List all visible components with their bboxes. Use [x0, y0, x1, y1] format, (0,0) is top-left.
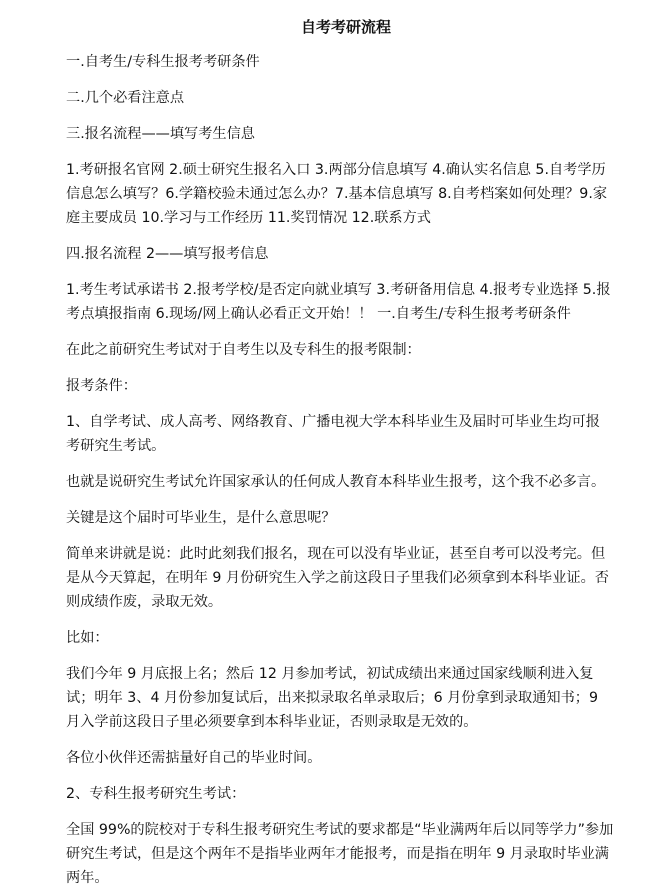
section-heading-4: 四.报名流程 2——填写报考信息 [66, 246, 269, 262]
body-paragraph: 1、自学考试、成人高考、网络教育、广播电视大学本科毕业生及届时可毕业生均可报考研究生考试。 [66, 414, 600, 454]
body-paragraph: 我们今年 9 月底报上名；然后 12 月参加考试，初试成绩出来通过国家线顺利进入复试；明年 3、4 月份参加复试后，出来拟录取名单录取后；6 月份拿到录取通知书；9 月入学前这段日子里必须要拿到本科毕业证，否则录取是无效的。 [66, 666, 599, 730]
body-paragraph: 全国 99%的院校对于专科生报考研究生考试的要求都是“毕业满两年后以同等学力”参加研究生考试，但是这个两年不是指毕业两年才能报考，而是指在明年 9 月录取时毕业满两年。 [66, 822, 614, 886]
document-title: 自考考研流程 [300, 18, 391, 36]
body-paragraph: 2、专科生报考研究生考试： [66, 786, 246, 802]
body-paragraph: 在此之前研究生考试对于自考生以及专科生的报考限制： [66, 342, 421, 358]
section-heading-1: 一.自考生/专科生报考考研条件 [66, 54, 260, 70]
step-list-2: 1.考生考试承诺书 2.报考学校/是否定向就业填写 3.考研备用信息 4.报考专业选择 5.报考点填报指南 6.现场/网上确认必看正文开始！！ 一.自考生/专科生报考考研条件 [66, 282, 611, 322]
body-paragraph: 也就是说研究生考试允许国家承认的任何成人教育本科毕业生报考，这个我不必多言。 [66, 474, 606, 490]
step-list-1: 1.考研报名官网 2.硕士研究生报名入口 3.两部分信息填写 4.确认实名信息 5.自考学历信息怎么填写？6.学籍校验未通过怎么办？7.基本信息填写 8.自考档案如何处理？9.家庭主要成员 10.学习与工作经历 11.奖罚情况 12.联系方式 [66, 162, 608, 226]
body-paragraph: 简单来讲就是说：此时此刻我们报名，现在可以没有毕业证，甚至自考可以没考完。但是从今天算起，在明年 9 月份研究生入学之前这段日子里我们必须拿到本科毕业证。否则成绩作废，录取无效。 [66, 546, 609, 610]
body-paragraph: 报考条件： [66, 378, 137, 394]
body-paragraph: 比如： [66, 630, 109, 646]
body-paragraph: 关键是这个届时可毕业生，是什么意思呢？ [66, 510, 336, 526]
section-heading-3: 三.报名流程——填写考生信息 [66, 126, 255, 142]
body-paragraph: 各位小伙伴还需掂量好自己的毕业时间。 [66, 750, 322, 766]
section-heading-2: 二.几个必看注意点 [66, 90, 185, 106]
